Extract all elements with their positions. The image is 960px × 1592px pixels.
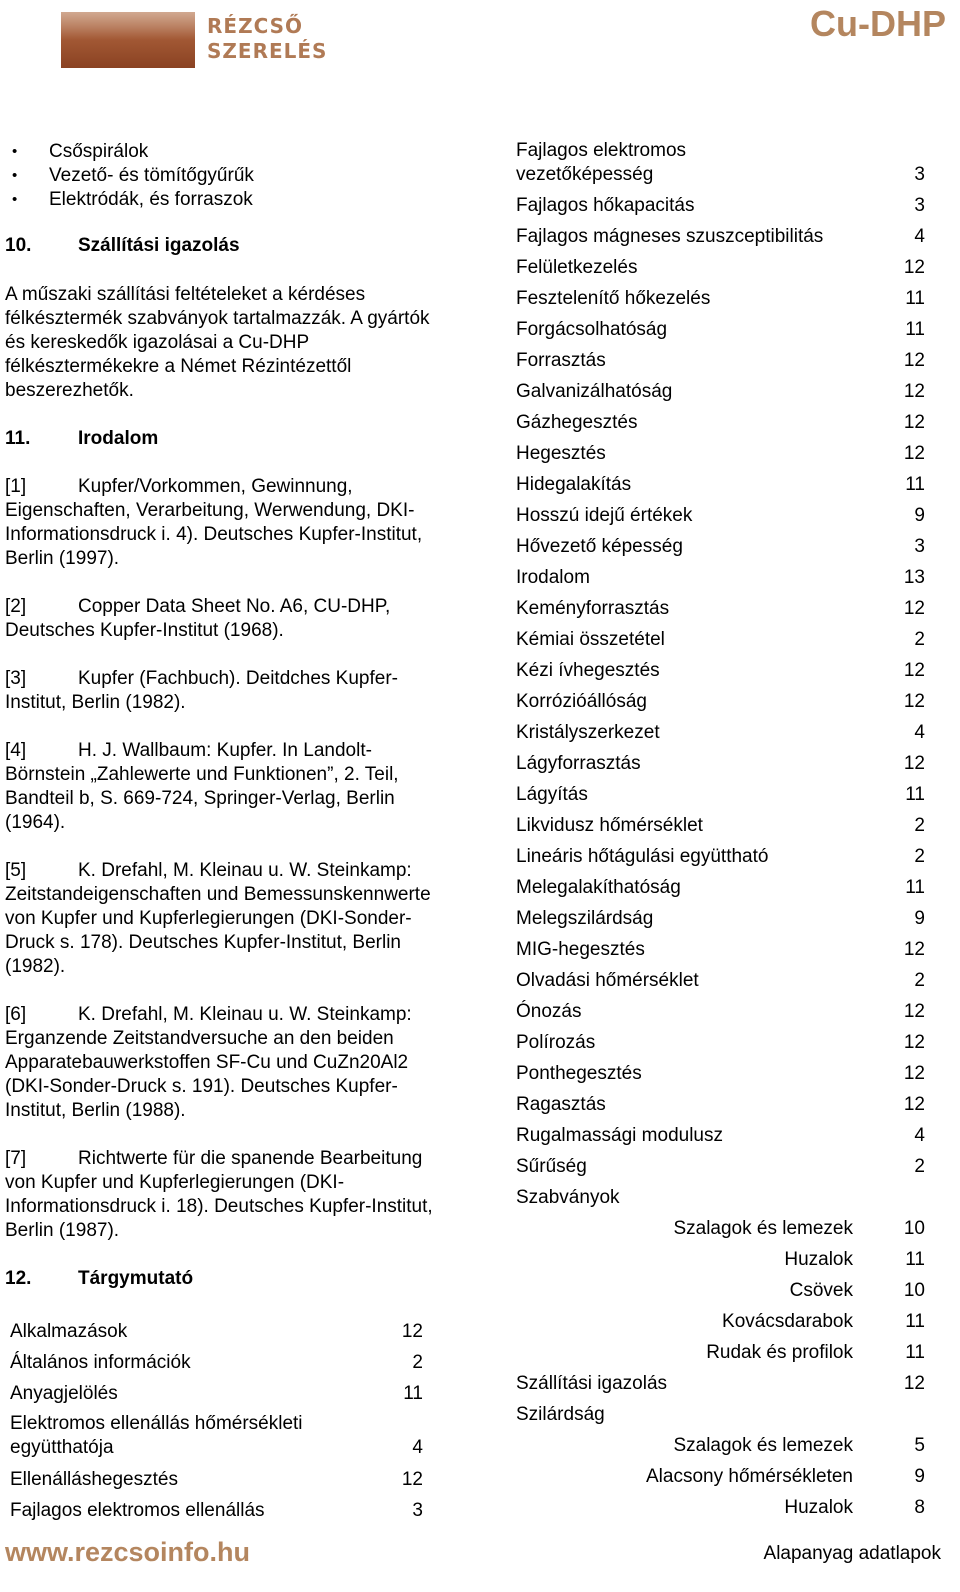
- index-entry: [516, 342, 925, 373]
- index-term: Gázhegesztés: [516, 412, 638, 433]
- reference-text: H. J. Wallbaum: Kupfer. In Landolt-Börnstein „Zahlewerte und Funktionen”, 2. Teil, Bandteil b, S. 669-724, Springer-Verlag, Berlin (1964).: [5, 740, 399, 833]
- section-title: Tárgymutató: [78, 1268, 194, 1289]
- index-entry: [516, 1365, 925, 1396]
- footer-caption: Alapanyag adatlapok: [763, 1543, 941, 1564]
- index-term: Ónozás: [516, 1001, 582, 1022]
- index-page: 12: [903, 660, 925, 681]
- index-entry: [516, 249, 925, 280]
- index-term: Fajlagos elektromos ellenállás: [10, 1500, 265, 1521]
- index-term: Kézi ívhegesztés: [516, 660, 660, 681]
- index-page: 3: [914, 536, 925, 557]
- index-entry: [516, 218, 925, 249]
- reference-number: [2]: [5, 596, 27, 617]
- index-entry: [516, 962, 925, 993]
- index-page: 13: [903, 567, 925, 588]
- index-term: Olvadási hőmérséklet: [516, 970, 699, 991]
- reference-text: Kupfer (Fachbuch). Deitdches Kupfer-Institut, Berlin (1982).: [5, 668, 398, 713]
- index-page: 11: [905, 1342, 925, 1363]
- reference-text: Richtwerte für die spanende Bearbeitung von Kupfer und Kupferlegierungen (DKI-Informationsdruck i. 18). Deutsches Kupfer-Institut, Berlin (1987).: [5, 1148, 433, 1241]
- index-term: Kovácsdarabok: [722, 1311, 853, 1332]
- bullet-list: [5, 140, 445, 212]
- index-entry: [516, 1086, 925, 1117]
- index-page: 12: [903, 350, 925, 371]
- index-entry: [516, 745, 925, 776]
- index-term: Huzalok: [784, 1497, 853, 1518]
- index-page: 12: [903, 443, 925, 464]
- index-entry: [516, 1148, 925, 1179]
- index-page: 5: [914, 1435, 925, 1456]
- section-number: 11.: [5, 428, 31, 449]
- index-page: 2: [914, 846, 925, 867]
- subject-index-left: [5, 1313, 423, 1523]
- index-page: 2: [914, 970, 925, 991]
- index-page: 2: [914, 629, 925, 650]
- index-entry: [516, 1117, 925, 1148]
- index-page: 8: [914, 1497, 925, 1518]
- index-term: Ellenálláshegesztés: [10, 1469, 178, 1490]
- index-term: Lágyítás: [516, 784, 588, 805]
- index-page: 2: [914, 1156, 925, 1177]
- index-page: 3: [412, 1500, 423, 1521]
- index-term: Huzalok: [784, 1249, 853, 1270]
- index-entry: [516, 931, 925, 962]
- reference-number: [1]: [5, 476, 27, 497]
- reference-text: Copper Data Sheet No. A6, CU-DHP, Deutsches Kupfer-Institut (1968).: [5, 596, 391, 641]
- index-entry: [10, 1375, 423, 1406]
- index-page: 2: [412, 1352, 423, 1373]
- index-entry: [516, 1396, 925, 1427]
- index-term: Melegalakíthatóság: [516, 877, 681, 898]
- index-page: 12: [903, 753, 925, 774]
- index-term: Fesztelenítő hőkezelés: [516, 288, 711, 309]
- index-page: 12: [903, 598, 925, 619]
- index-term: Hosszú idejű értékek: [516, 505, 693, 526]
- index-entry: [516, 497, 925, 528]
- index-entry: [516, 373, 925, 404]
- index-entry: [516, 900, 925, 931]
- document-title: Cu-DHP: [810, 3, 946, 44]
- index-term: Szabványok: [516, 1187, 620, 1208]
- index-entry: [516, 714, 925, 745]
- index-term: Fajlagos hőkapacitás: [516, 195, 695, 216]
- index-term: Kémiai összetétel: [516, 629, 665, 650]
- index-page: 12: [401, 1321, 423, 1342]
- index-term: Forrasztás: [516, 350, 606, 371]
- footer-website-link[interactable]: www.rezcsoinfo.hu: [5, 1537, 251, 1567]
- index-subentry: [516, 1334, 925, 1365]
- index-term: Szállítási igazolás: [516, 1373, 668, 1394]
- index-term: Hidegalakítás: [516, 474, 632, 495]
- index-term: Csövek: [789, 1280, 853, 1301]
- index-page: 11: [905, 1249, 925, 1270]
- reference-item: [5, 667, 445, 715]
- index-entry: [516, 139, 925, 187]
- index-entries: [516, 187, 925, 1179]
- company-logo: [61, 10, 328, 68]
- bullet-item: • Vezető- és tömítőgyűrűk: [5, 164, 445, 188]
- index-term: Irodalom: [516, 567, 590, 588]
- index-entry: [516, 993, 925, 1024]
- index-page: 11: [905, 319, 925, 340]
- reference-item: [5, 859, 445, 979]
- index-term: Fajlagos mágneses szuszceptibilitás: [516, 226, 824, 247]
- section-10-heading: [5, 234, 445, 258]
- index-entry: [516, 404, 925, 435]
- index-entry: [516, 807, 925, 838]
- reference-item: [5, 739, 445, 835]
- index-page: 9: [914, 1466, 925, 1487]
- index-term: Fajlagos elektromos vezetőképesség: [516, 140, 687, 185]
- index-term: Ragasztás: [516, 1094, 606, 1115]
- left-column: [5, 140, 445, 1523]
- index-page: 4: [412, 1437, 423, 1458]
- index-term: Szalagok és lemezek: [673, 1218, 853, 1239]
- index-page: 12: [903, 257, 925, 278]
- index-page: 11: [905, 1311, 925, 1332]
- bullet-item: • Csőspirálok: [5, 140, 445, 164]
- index-entry: [10, 1313, 423, 1344]
- index-page: 10: [903, 1280, 925, 1301]
- index-page: 2: [914, 815, 925, 836]
- index-entry: [516, 187, 925, 218]
- index-subentry: [516, 1458, 925, 1489]
- index-subentry: [516, 1427, 925, 1458]
- index-page: 11: [905, 784, 925, 805]
- index-term: Sűrűség: [516, 1156, 587, 1177]
- index-term: Polírozás: [516, 1032, 596, 1053]
- reference-item: [5, 1147, 445, 1243]
- reference-text: Kupfer/Vorkommen, Gewinnung, Eigenschaften, Verarbeitung, Werwendung, DKI-Informationsdruck i. 4). Deutsches Kupfer-Institut, Berlin (1997).: [5, 476, 423, 569]
- logo-mark: [61, 12, 195, 68]
- index-term: Ponthegesztés: [516, 1063, 642, 1084]
- index-entry: [516, 652, 925, 683]
- reference-item: [5, 595, 445, 643]
- section-11-heading: [5, 427, 445, 451]
- index-term: Melegszilárdság: [516, 908, 654, 929]
- index-page: 12: [903, 381, 925, 402]
- index-page: 11: [403, 1383, 423, 1404]
- index-entry: [516, 1024, 925, 1055]
- index-page: 12: [903, 1001, 925, 1022]
- index-page: 12: [903, 1373, 925, 1394]
- reference-number: [5]: [5, 860, 27, 881]
- index-page: 9: [914, 505, 925, 526]
- index-entry: [516, 559, 925, 590]
- index-subentry: [516, 1210, 925, 1241]
- reference-number: [7]: [5, 1148, 27, 1169]
- logo-text: [207, 14, 327, 64]
- index-term: MIG-hegesztés: [516, 939, 645, 960]
- index-term: Likvidusz hőmérséklet: [516, 815, 703, 836]
- index-term: Általános információk: [10, 1352, 191, 1373]
- logo-text-line1: RÉZCSŐ: [207, 14, 304, 38]
- index-term: Alkalmazások: [10, 1321, 128, 1342]
- index-term: Keményforrasztás: [516, 598, 670, 619]
- index-term: Forgácsolhatóság: [516, 319, 668, 340]
- index-page: 4: [914, 226, 925, 247]
- index-subentry: [516, 1241, 925, 1272]
- index-entry: [516, 590, 925, 621]
- index-entry: [516, 838, 925, 869]
- index-entry: [10, 1344, 423, 1375]
- index-page: 9: [914, 908, 925, 929]
- index-entry: [516, 683, 925, 714]
- index-term: Szilárdság: [516, 1404, 605, 1425]
- index-page: 12: [903, 691, 925, 712]
- index-page: 12: [401, 1469, 423, 1490]
- section-title: Irodalom: [78, 428, 159, 449]
- index-subentries: [516, 1210, 925, 1365]
- index-term: Rudak és profilok: [706, 1342, 853, 1363]
- index-subentries: [516, 1427, 925, 1520]
- index-term: Alacsony hőmérsékleten: [646, 1466, 853, 1487]
- index-entry: [516, 776, 925, 807]
- index-term: Hővezető képesség: [516, 536, 683, 557]
- reference-text: K. Drefahl, M. Kleinau u. W. Steinkamp: Erganzende Zeitstandversuche an den beiden Apparatebauwerkstoffen SF-Cu und CuZn20Al2 (DKI-Sonder-Druck s. 191). Deutsches Kupfer-Institut, Berlin (1988).: [5, 1004, 412, 1121]
- index-page: 10: [903, 1218, 925, 1239]
- index-term: Galvanizálhatóság: [516, 381, 673, 402]
- index-page: 12: [903, 1063, 925, 1084]
- section-number: 10.: [5, 235, 32, 256]
- reference-number: [6]: [5, 1004, 27, 1025]
- index-page: 4: [914, 722, 925, 743]
- index-page: 3: [914, 195, 925, 216]
- index-entry: [516, 435, 925, 466]
- index-term: Szalagok és lemezek: [673, 1435, 853, 1456]
- index-subentry: [516, 1303, 925, 1334]
- index-term: Lágyforrasztás: [516, 753, 641, 774]
- index-term: Lineáris hőtágulási együttható: [516, 846, 769, 867]
- index-entry: [10, 1492, 423, 1523]
- index-entry: [10, 1461, 423, 1492]
- index-entry: [516, 1055, 925, 1086]
- index-term: Rugalmassági modulusz: [516, 1125, 723, 1146]
- reference-text: K. Drefahl, M. Kleinau u. W. Steinkamp: Zeitstandeigenschaften und Bemessunskennwerte von Kupfer und Kupferlegierungen (DKI-Sonder-Druck s. 178). Deutsches Kupfer-Institut, Berlin (1982).: [5, 860, 431, 977]
- section-number: 12.: [5, 1268, 32, 1289]
- reference-number: [4]: [5, 740, 27, 761]
- reference-item: [5, 475, 445, 571]
- index-entry: [516, 869, 925, 900]
- index-term: Hegesztés: [516, 443, 606, 464]
- index-term: Kristályszerkezet: [516, 722, 660, 743]
- index-page: 12: [903, 1032, 925, 1053]
- index-entry: [10, 1406, 423, 1461]
- index-entry: [516, 311, 925, 342]
- index-entry: [516, 1179, 925, 1210]
- subject-index-right: [516, 139, 925, 1520]
- index-page: 12: [903, 412, 925, 433]
- bullet-item: • Elektródák, és forraszok: [5, 188, 445, 212]
- section-10-text: A műszaki szállítási feltételeket a kérdéses félkésztermék szabványok tartalmazzák. A gyártók és kereskedők igazolásai a Cu-DHP félkésztermékekre a Német Rézintézettől beszerezhetők.: [5, 284, 430, 401]
- logo-text-line2: SZERELÉS: [207, 39, 328, 63]
- index-page: 11: [905, 474, 925, 495]
- index-term: Korrózióállóság: [516, 691, 647, 712]
- reference-item: [5, 1003, 445, 1123]
- index-entry: [516, 621, 925, 652]
- index-page: 4: [914, 1125, 925, 1146]
- index-term: Felületkezelés: [516, 257, 638, 278]
- reference-number: [3]: [5, 668, 27, 689]
- index-subentry: [516, 1272, 925, 1303]
- index-entry: [516, 466, 925, 497]
- index-page: 11: [905, 288, 925, 309]
- index-entry: [516, 528, 925, 559]
- index-page: 12: [903, 939, 925, 960]
- section-title: Szállítási igazolás: [78, 235, 240, 256]
- index-entry: [516, 280, 925, 311]
- section-12-heading: [5, 1267, 445, 1291]
- index-page: 12: [903, 1094, 925, 1115]
- index-term: Elektromos ellenállás hőmérsékleti együtthatója: [10, 1413, 303, 1458]
- index-term: Anyagjelölés: [10, 1383, 118, 1404]
- index-page: 11: [905, 877, 925, 898]
- index-subentry: [516, 1489, 925, 1520]
- index-page: 3: [914, 164, 925, 185]
